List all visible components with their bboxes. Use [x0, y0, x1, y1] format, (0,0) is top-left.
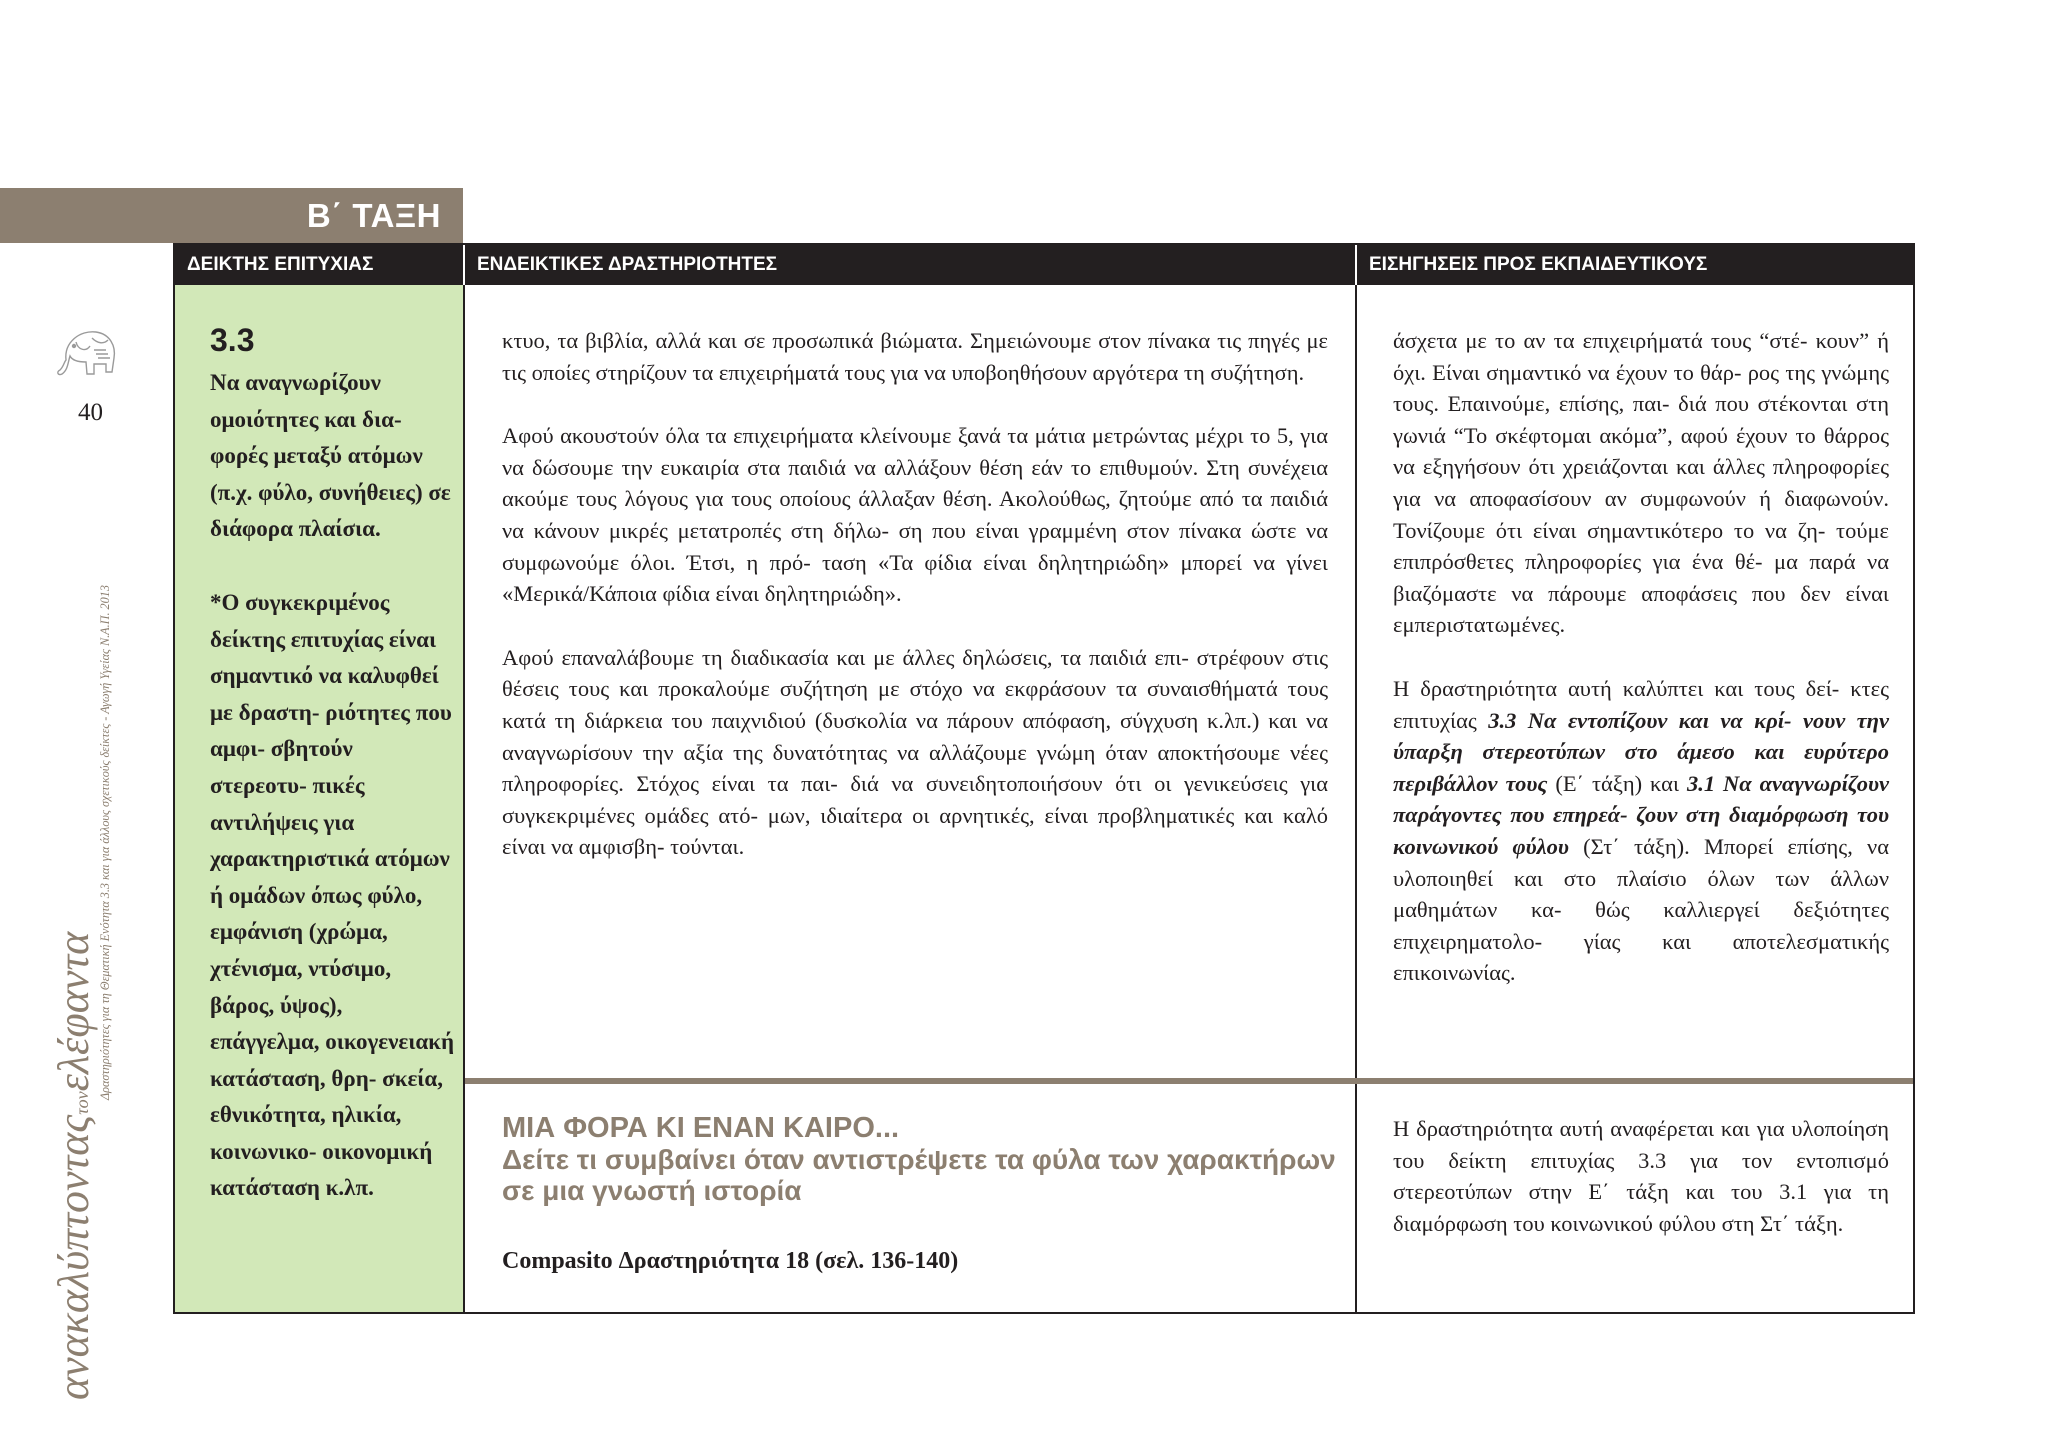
brand-word-small: τον: [72, 1091, 92, 1115]
elephant-icon: [54, 320, 120, 384]
suggestions-bottom-paragraph: Η δραστηριότητα αυτή αναφέρεται και για υλοποίηση του δείκτη επιτυχίας 3.3 για τον εντοπισμό στερεοτύπων στην Ε΄ τάξη και του 3.1 για τη διαμόρφωση του κοινωνικού φύλου στη Στ΄ τάξη.: [1393, 1116, 1889, 1236]
brand-word-1: ανακαλύπτοντας: [49, 1114, 98, 1400]
activities-text: [502, 325, 1328, 863]
brand-word-2: ελέφαντα: [49, 931, 98, 1092]
suggestions-bottom-text: [1393, 1113, 1889, 1239]
indicator-reference: 3.1 Να αναγνωρίζουν παράγοντες που επηρεά- ζουν στη διαμόρφωση του κοινωνικού φύλου: [1393, 770, 1889, 859]
header-activities: ΕΝΔΕΙΚΤΙΚΕΣ ΔΡΑΣΤΗΡΙΟΤΗΤΕΣ: [477, 254, 778, 275]
activity-table: [173, 243, 1915, 1314]
header-suggestions: ΕΙΣΗΓΗΣΕΙΣ ΠΡΟΣ ΕΚΠΑΙΔΕΥΤΙΚΟΥΣ: [1369, 254, 1708, 275]
column-divider: [1355, 285, 1357, 1312]
indicator-text-block: [210, 365, 455, 1207]
suggestions-p2-start: Η δραστηριότητα αυτή καλύπτει και τους δεί- κτες επιτυχίας: [1393, 675, 1889, 733]
suggestions-p2-end: (Στ΄ τάξη). Μπορεί επίσης, να υλοποιηθεί και στο πλαίσιο όλων των άλλων μαθημάτων κα- θώς καλλιεργεί δεξιότητες επιχειρηματολο- γίας και αποτελεσματικής επικοινωνίας.: [1393, 833, 1890, 986]
indicator-statement: Να αναγνωρίζουν ομοιότητες και δια- φορές μεταξύ ατόμων (π.χ. φύλο, συνήθειες) σε διάφορα πλαίσια.: [210, 370, 451, 542]
page-number: 40: [78, 399, 103, 426]
grade-banner: [0, 188, 463, 243]
section-divider: [465, 1078, 1913, 1084]
activity-title: ΜΙΑ ΦΟΡΑ ΚΙ ΕΝΑΝ ΚΑΙΡΟ...: [502, 1112, 900, 1144]
grade-label: Β΄ ΤΑΞΗ: [306, 196, 441, 234]
activities-paragraph: Αφού επαναλάβουμε τη διαδικασία και με άλλες δηλώσεις, τα παιδιά επι- στρέφουν στις θέσεις τους και προκαλούμε συζήτηση με στόχο να εκφράσουν τα συναισθήματά τους κατά τη διάρκεια του παιχνιδιού (δυσκολία να πάρουν απόφαση, σύγχυση κ.λπ.) και να αναγνωρίσουν την αξία της δυνατότητας να αλλάζουμε γνώμη όταν αποκτήσουμε νέες πληροφορίες. Στόχος είναι τα παι- διά να συνειδητοποιήσουν ότι οι γενικεύσεις για συγκεκριμένες ομάδες ατό- μων, ιδιαίτερα οι αρνητικές, είναι προβληματικές και καλό είναι να αμφισβη- τούνται.: [502, 644, 1328, 860]
indicator-number: 3.3: [210, 322, 255, 358]
indicator-note: *Ο συγκεκριμένος δείκτης επιτυχίας είναι σημαντικό να καλυφθεί με δραστη- ριότητες που αμφι- σβητούν στερεοτυ- πικές αντιλήψεις για χαρακτηριστικά ατόμων ή ομάδων όπως φύλο, εμφάνιση (χρώμα, χτένισμα, ντύσιμο, βάρος, ύψος), επάγγελμα, οικογενειακή κατάσταση, θρη- σκεία, εθνικότητα, ηλικία, κοινωνικο- οικονομική κατάσταση κ.λπ.: [210, 589, 455, 1201]
suggestions-paragraph: άσχετα με το αν τα επιχειρήματά τους “στέ- κουν” ή όχι. Είναι σημαντικό να έχουν το θάρ- ρος της γνώμης τους. Επαινούμε, επίσης, παι- διά που στέκονται στη γωνιά “Το σκέφτομαι ακόμα”, αφού έχουν το θάρρος να εξηγήσουν ότι χρειάζονται και άλλες πληροφορίες για να αποφασίσουν αν συμφωνούν ή διαφωνούν. Τονίζουμε ότι είναι σημαντικότερο το να ζη- τούμε επιπρόσθετες πληροφορίες για ένα θέ- μα παρά να βιαζόμαστε να πάρουμε αποφάσεις που δεν είναι εμπεριστατωμένες.: [1393, 328, 1889, 638]
indicator-reference: 3.3 Να εντοπίζουν και να κρί- νουν την ύπαρξη στερεοτύπων στο άμεσο και ευρύτερο περιβάλλον τους: [1393, 707, 1889, 796]
activities-paragraph: Αφού ακουστούν όλα τα επιχειρήματα κλείνουμε ξανά τα μάτια μετρώντας μέχρι το 5, για να δώσουμε την ευκαιρία στα παιδιά να αλλάξουν θέση εάν το επιθυμούν. Στη συνέχεια ακούμε τους λόγους για τους οποίους άλλαξαν θέση. Ακολούθως, ζητούμε από τα παιδιά να κάνουν μικρές μετατροπές στη δήλω- ση που είναι γραμμένη στον πίνακα ώστε να συμφωνούμε όλοι. Έτσι, η πρό- ταση «Τα φίδια είναι δηλητηριώδη» μπορεί να γίνει «Μερικά/Κάποια φίδια είναι δηλητηριώδη».: [502, 423, 1328, 607]
activity-reference: Compasito Δραστηριότητα 18 (σελ. 136-140): [502, 1248, 959, 1274]
suggestions-paragraph: [1393, 673, 1889, 989]
header-indicator: ΔΕΙΚΤΗΣ ΕΠΙΤΥΧΙΑΣ: [187, 254, 374, 275]
suggestions-text: [1393, 325, 1889, 989]
running-footer-text: Δραστηριότητες για τη Θεματική Ενότητα 3.3 και για άλλους σχετικούς δείκτες - Αγωγή Υγείας Ν.Α.Π. 2013: [98, 585, 112, 1100]
activities-paragraph: κτυο, τα βιβλία, αλλά και σε προσωπικά βιώματα. Σημειώνουμε στον πίνακα τις πηγές με τις οποίες στηρίζουν τα επιχειρήματά τους για να υποβοηθήσουν αργότερα τη συζήτηση.: [502, 328, 1328, 385]
suggestions-p2-mid: (Ε΄ τάξη) και: [1547, 770, 1687, 796]
activity-subtitle: Δείτε τι συμβαίνει όταν αντιστρέψετε τα φύλα των χαρακτήρων σε μια γνωστή ιστορία: [502, 1144, 1336, 1206]
